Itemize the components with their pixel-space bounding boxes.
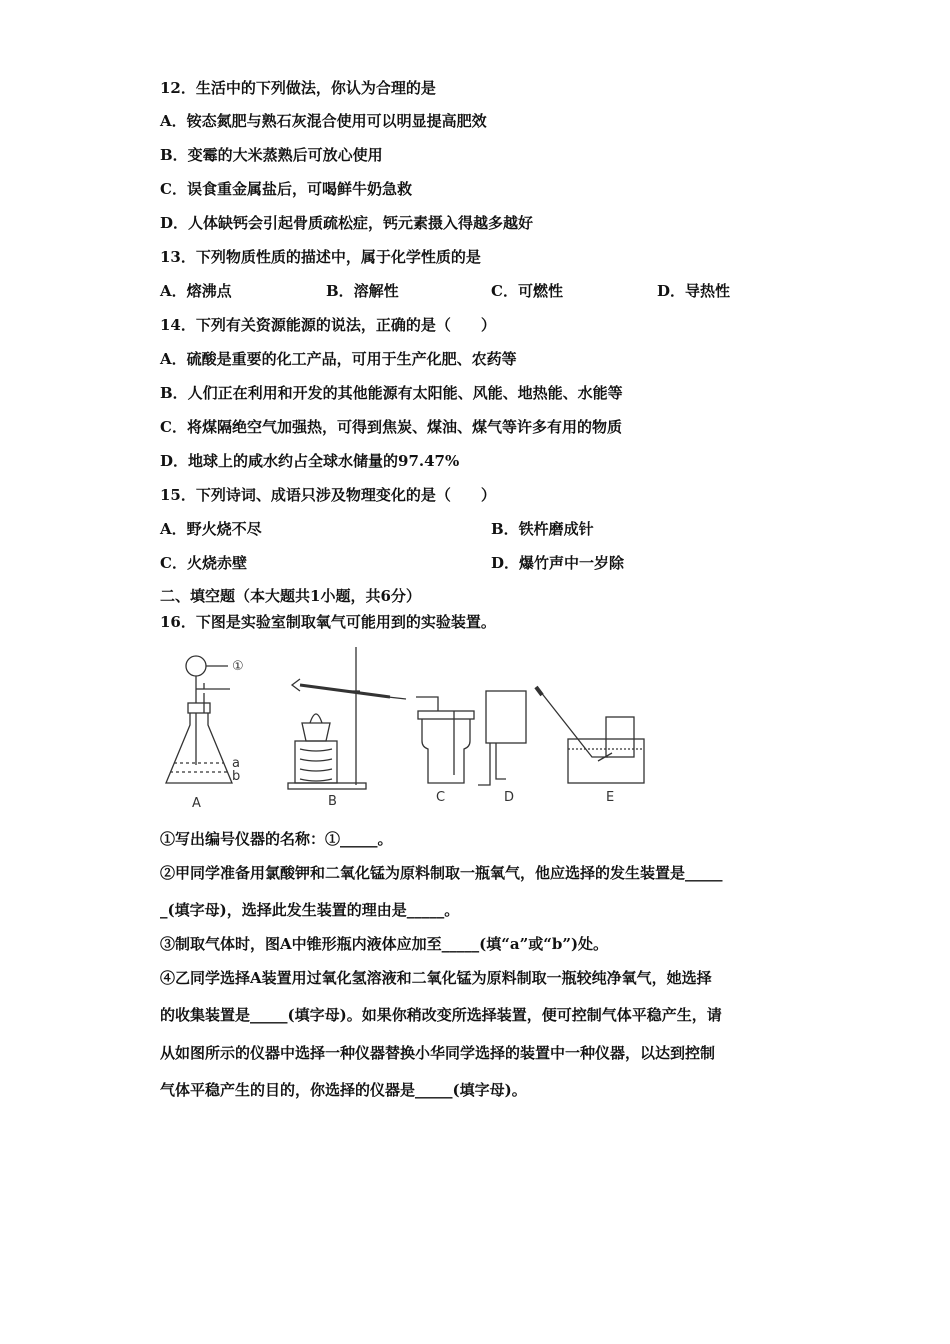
q16-line-2: ②甲同学准备用氯酸钾和二氧化锰为原料制取一瓶氧气，他应选择的发生装置是_____ (160, 864, 723, 882)
q15-option-c: C．火烧赤壁 (160, 554, 247, 572)
q16-line-8: 气体平稳产生的目的，你选择的仪器是_____(填字母)。 (160, 1081, 527, 1099)
q14-option-c: C．将煤隔绝空气加强热，可得到焦炭、煤油、煤气等许多有用的物质 (160, 418, 622, 436)
q12-option-c: C．误食重金属盐后，可喝鲜牛奶急救 (160, 180, 412, 198)
label-apparatus-a: A (192, 796, 201, 811)
label-apparatus-c: C (436, 790, 446, 805)
q15-option-a: A．野火烧不尽 (160, 520, 262, 538)
label-a-mark: a (232, 756, 240, 771)
q12-option-d: D．人体缺钙会引起骨质疏松症，钙元素摄入得越多越好 (160, 214, 534, 232)
q13-option-b: B．溶解性 (326, 282, 399, 300)
q12-option-b: B．变霉的大米蒸熟后可放心使用 (160, 146, 383, 164)
q14-option-b: B．人们正在利用和开发的其他能源有太阳能、风能、地热能、水能等 (160, 384, 623, 402)
label-apparatus-d: D (504, 790, 515, 805)
q16-line-6: 的收集装置是_____(填字母)。如果你稍改变所选择装置，便可控制气体平稳产生，请 (160, 1006, 722, 1024)
label-mark-1: ① (232, 659, 244, 674)
label-b-mark: b (232, 769, 241, 784)
q13-stem: 13．下列物质性质的描述中，属于化学性质的是 (160, 248, 481, 266)
q14-stem: 14．下列有关资源能源的说法，正确的是（ ） (160, 316, 496, 334)
q15-option-b: B．铁杵磨成针 (491, 520, 594, 538)
q12-stem: 12．生活中的下列做法，你认为合理的是 (160, 79, 436, 97)
apparatus-d (478, 691, 526, 785)
apparatus-a (166, 656, 232, 783)
q14-option-d: D．地球上的咸水约占全球水储量的97.47% (160, 452, 460, 470)
q12-option-a: A．铵态氮肥与熟石灰混合使用可以明显提高肥效 (160, 112, 487, 130)
q16-stem: 16．下图是实验室制取氧气可能用到的实验装置。 (160, 613, 496, 631)
apparatus-e (536, 687, 644, 783)
q13-option-c: C．可燃性 (491, 282, 563, 300)
label-apparatus-b: B (328, 794, 337, 809)
q15-option-d: D．爆竹声中一岁除 (491, 554, 625, 572)
q16-line-5: ④乙同学选择A装置用过氧化氢溶液和二氧化锰为原料制取一瓶较纯净氧气，她选择 (160, 969, 712, 987)
section-2-title: 二、填空题（本大题共1小题，共6分） (160, 587, 421, 605)
q16-line-3: _(填字母)，选择此发生装置的理由是_____。 (160, 901, 460, 919)
label-apparatus-e: E (606, 790, 615, 805)
q14-option-a: A．硫酸是重要的化工产品，可用于生产化肥、农药等 (160, 350, 517, 368)
q16-line-4: ③制取气体时，图A中锥形瓶内液体应加至_____(填“a”或“b”)处。 (160, 935, 609, 953)
q16-line-7: 从如图所示的仪器中选择一种仪器替换小华同学选择的装置中一种仪器，以达到控制 (160, 1044, 716, 1062)
q13-option-a: A．熔沸点 (160, 282, 232, 300)
q15-stem: 15．下列诗词、成语只涉及物理变化的是（ ） (160, 486, 496, 504)
q13-option-d: D．导热性 (657, 282, 731, 300)
q16-line-1: ①写出编号仪器的名称：①_____。 (160, 830, 393, 848)
apparatus-figure (160, 645, 660, 815)
apparatus-b (288, 647, 406, 789)
apparatus-c (416, 697, 474, 783)
